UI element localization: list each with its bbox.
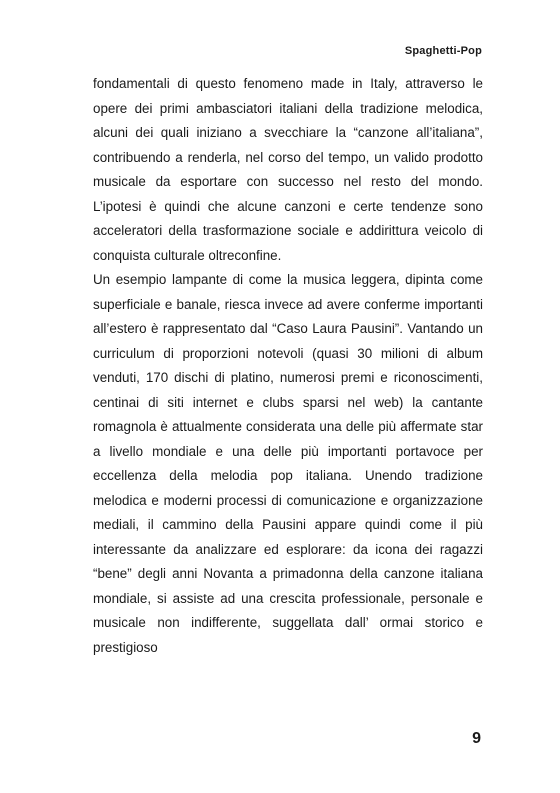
body-text [93,72,483,660]
page-number: 9 [472,730,481,747]
paragraph: Un esempio lampante di come la musica leggera, dipinta come superficiale e banale, riesca invece ad avere conferme importanti all’estero è rappresentato dal “Caso Laura Pausini”. Vantando un curriculum di proporzioni notevoli (quasi 30 milioni di album venduti, 170 dischi di platino, numerosi premi e riconoscimenti, centinai di siti internet e clubs sparsi nel web) la cantante romagnola è attualmente considerata una delle più affermate star a livello mondiale e una delle più importanti portavoce per eccellenza della melodia pop italiana. Unendo tradizione melodica e moderni processi di comunicazione e organizzazione mediali, il cammino della Pausini appare quindi come il più interessante da analizzare ed esplorare: da icona dei ragazzi “bene” degli anni Novanta a primadonna della canzone italiana mondiale, si assiste ad una crescita professionale, personale e musicale non indifferente, suggellata dall’ ormai storico e prestigioso [93,272,483,655]
running-header-title: Spaghetti-Pop [404,45,482,57]
paragraph: fondamentali di questo fenomeno made in Italy, attraverso le opere dei primi ambasciatori italiani della tradizione melodica, alcuni dei quali iniziano a svecchiare la “canzone all’italiana”, contribuendo a renderla, nel corso del tempo, un valido prodotto musicale da esportare con successo nel resto del mondo. L’ipotesi è quindi che alcune canzoni e certe tendenze sono acceleratori della trasformazione sociale e addirittura veicolo di conquista culturale oltreconfine. [93,76,483,263]
